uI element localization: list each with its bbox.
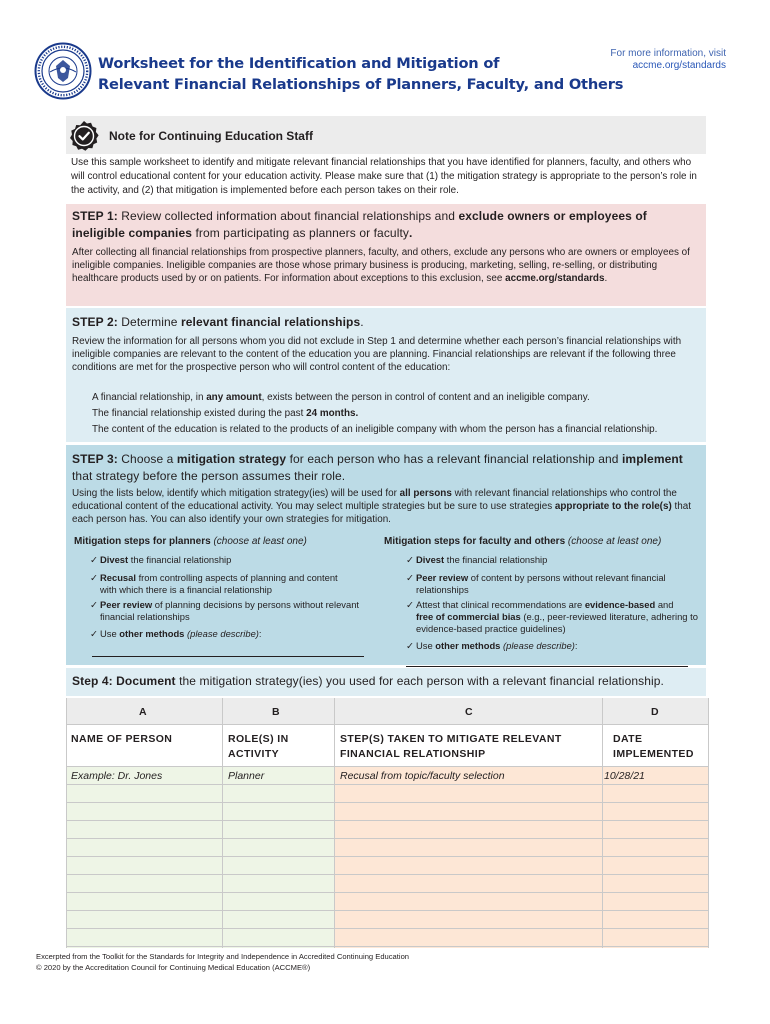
table-column-d-cells[interactable] <box>602 766 708 948</box>
faculty-step-attest[interactable] <box>406 599 702 635</box>
step-2-heading-bold: relevant financial relationships <box>180 315 361 329</box>
note-box <box>66 116 706 200</box>
info-line: For more information, visit <box>610 48 726 59</box>
step-2-condition-2 <box>92 407 358 420</box>
column-title-steps-2: FINANCIAL RELATIONSHIP <box>340 748 486 760</box>
step-3-heading-text-2: for each person who has a relevant financial relationship and <box>289 452 619 466</box>
title-line-2: Relevant Financial Relationships of Planners, Faculty, and Others <box>98 76 624 93</box>
planner-step-other-methods[interactable] <box>90 628 262 640</box>
condition-1-text-end: , exists between the person in control of content and an ineligible company. <box>261 392 590 403</box>
column-letter-b: B <box>272 706 280 718</box>
faculty-other-note: (please describe) <box>503 640 575 651</box>
faculty-step-peer-review[interactable] <box>406 572 696 596</box>
checkmark-icon: ✓ <box>90 554 98 565</box>
step-3-heading-text-3: that strategy before the person assumes their role. <box>72 469 346 483</box>
note-heading: Note for Continuing Education Staff <box>109 129 313 143</box>
column-letter-c: C <box>465 706 473 718</box>
step-3-heading-text: Choose a <box>121 452 174 466</box>
condition-2-text: The financial relationship existed during the past <box>92 408 304 419</box>
faculty-step-divest[interactable] <box>406 554 547 566</box>
column-letter-d: D <box>651 706 659 718</box>
checkmark-icon: ✓ <box>406 572 414 583</box>
step-3-paragraph-a: Using the lists below, identify which mitigation strategy(ies) will be used for <box>72 488 397 499</box>
faculty-heading-text: Mitigation steps for faculty and others <box>384 536 566 547</box>
step-3-paragraph-bold-2: appropriate to the role(s) <box>554 501 672 512</box>
condition-2-bold: 24 months. <box>306 408 359 419</box>
step-2-heading <box>72 314 364 331</box>
planners-heading-text: Mitigation steps for planners <box>74 536 211 547</box>
checkmark-icon: ✓ <box>406 599 414 610</box>
table-row-divider <box>66 784 708 785</box>
faculty-step-other-methods[interactable] <box>406 640 578 652</box>
faculty-other-methods-line[interactable] <box>406 666 688 667</box>
table-letter-row <box>66 698 708 724</box>
faculty-peer-review-text: of content by persons without relevant financial <box>470 572 666 583</box>
step-1-heading-text-2: from participating as planners or faculty <box>195 226 410 240</box>
table-row-divider <box>66 724 708 725</box>
table-column-divider <box>222 698 223 948</box>
table-row-divider <box>66 838 708 839</box>
planner-step-divest[interactable] <box>90 554 231 566</box>
table-row-divider <box>66 856 708 857</box>
planner-peer-review-text-2: financial relationships <box>100 611 190 622</box>
column-title-role <box>228 732 289 762</box>
planner-other-colon: : <box>258 628 262 639</box>
step-3-heading-bold-2: implement <box>621 452 683 466</box>
step-1-heading-text: Review collected information about financial relationships and <box>121 209 456 223</box>
step-1-paragraph: After collecting all financial relationships from prospective planners, faculty, and others, exclude any persons who are owners or employees of ineligible companies. Ineligible companies are those whose primary business is producing, marketing, selling, re-selling, or distributing healthcare products used by or on patients. For information about exceptions to this exclusion, see <box>72 247 690 284</box>
faculty-attest-text-3: evidence-based practice guidelines) <box>416 623 566 634</box>
checkmark-icon: ✓ <box>406 640 414 651</box>
example-steps: Recusal from topic/faculty selection <box>340 770 505 782</box>
step-2-condition-3: The content of the education is related to the products of an ineligible company with whom the person has a financial relationship. <box>92 424 658 435</box>
step-2-heading-period: . <box>360 315 364 329</box>
planner-divest-text: the financial relationship <box>130 554 232 565</box>
faculty-attest-text-2: (e.g., peer-reviewed literature, adhering to <box>523 611 698 622</box>
step-3-box <box>66 445 706 665</box>
planner-other-use: Use <box>100 628 117 639</box>
info-note <box>610 48 726 72</box>
planner-other-bold: other methods <box>119 628 185 639</box>
step-4-label: Step 4: <box>72 674 113 688</box>
step-1-heading-bold: exclude owners or employees of <box>458 209 647 223</box>
step-2-label: STEP 2: <box>72 315 118 329</box>
condition-1-text: A financial relationship, in <box>92 392 204 403</box>
column-title-date <box>613 732 694 762</box>
column-title-steps <box>340 732 562 762</box>
step-1-label: STEP 1: <box>72 209 118 223</box>
info-link[interactable]: accme.org/standards <box>632 60 726 71</box>
faculty-heading <box>384 536 661 547</box>
column-title-steps-1: STEP(S) TAKEN TO MITIGATE RELEVANT <box>340 733 562 745</box>
table-row-divider <box>66 874 708 875</box>
title-line-1: Worksheet for the Identification and Mitigation of <box>98 55 500 72</box>
planner-recusal-bold: Recusal <box>100 572 136 583</box>
step-2-condition-1 <box>92 391 590 404</box>
table-row-divider <box>66 802 708 803</box>
faculty-attest-bold-2: free of commercial bias <box>416 611 521 622</box>
table-column-divider <box>708 698 709 948</box>
step-3-paragraph-bold: all persons <box>399 488 452 499</box>
faculty-peer-review-bold: Peer review <box>416 572 469 583</box>
faculty-other-bold: other methods <box>435 640 501 651</box>
column-title-role-1: ROLE(S) IN <box>228 733 289 745</box>
faculty-attest-text: Attest that clinical recommendations are <box>416 599 583 610</box>
worksheet-title <box>98 53 623 95</box>
column-title-name: NAME OF PERSON <box>71 733 173 745</box>
step-1-heading <box>72 208 702 242</box>
step-4-heading-text: the mitigation strategy(ies) you used for each person with a relevant financial relationship. <box>179 674 664 688</box>
planner-recusal-text-2: with which there is a financial relationship <box>100 584 272 595</box>
faculty-heading-note: (choose at least one) <box>567 536 662 547</box>
step-4-heading <box>72 673 664 690</box>
example-name: Example: Dr. Jones <box>71 770 163 782</box>
table-row-divider <box>66 946 708 947</box>
step-3-paragraph-e: that each person has. You can also identify your own strategies for mitigation. <box>72 501 691 525</box>
planner-recusal-text: from controlling aspects of planning and content <box>138 572 338 583</box>
footer-line-2: © 2020 by the Accreditation Council for Continuing Medical Education (ACCME®) <box>36 963 311 972</box>
checkmark-icon: ✓ <box>90 628 98 639</box>
step-3-label: STEP 3: <box>72 452 118 466</box>
faculty-other-colon: : <box>574 640 578 651</box>
accme-seal-logo <box>34 42 92 100</box>
faculty-attest-bold: evidence-based <box>584 599 656 610</box>
footer <box>36 951 409 973</box>
table-column-divider <box>66 698 67 948</box>
faculty-peer-review-text-2: relationships <box>416 584 469 595</box>
column-letter-a: A <box>139 706 147 718</box>
table-row-divider <box>66 766 708 767</box>
step-1-paragraph-end: . <box>604 273 608 284</box>
example-date: 10/28/21 <box>604 770 645 782</box>
planner-other-methods-line[interactable] <box>92 656 364 657</box>
condition-1-bold: any amount <box>206 392 262 403</box>
table-column-c-cells[interactable] <box>334 766 602 948</box>
checkmark-icon: ✓ <box>90 599 98 610</box>
column-title-date-1: DATE <box>613 733 643 745</box>
footer-line-1: Excerpted from the Toolkit for the Standards for Integrity and Independence in Accredited Continuing Education <box>36 952 410 961</box>
planner-divest-bold: Divest <box>100 554 129 565</box>
planner-step-peer-review[interactable] <box>90 599 380 623</box>
planner-step-recusal[interactable] <box>90 572 370 596</box>
step-2-box <box>66 308 706 442</box>
step-3-paragraph <box>72 487 698 526</box>
step-3-paragraph-c: with relevant financial relationships who control the educational content of the educational activity. You may select multiple strategies but be sure to use strategies <box>72 488 677 512</box>
planners-heading-note: (choose at least one) <box>213 536 307 547</box>
step-1-link[interactable]: accme.org/standards <box>505 273 605 284</box>
planner-other-note: (please describe) <box>187 628 259 639</box>
column-title-role-2: ACTIVITY <box>228 748 280 760</box>
planner-peer-review-bold: Peer review <box>100 599 153 610</box>
table-row-divider <box>66 820 708 821</box>
table-column-divider <box>334 698 335 948</box>
step-1-heading-period: . <box>409 226 413 240</box>
step-1-box <box>66 204 706 306</box>
faculty-divest-text: the financial relationship <box>446 554 548 565</box>
step-1-text <box>72 246 698 285</box>
table-row-divider <box>66 928 708 929</box>
step-1-heading-bold-2: ineligible companies <box>72 226 193 240</box>
faculty-attest-and: and <box>657 599 674 610</box>
table-column-b-cells[interactable] <box>222 766 334 948</box>
step-2-heading-text: Determine <box>121 315 178 329</box>
planners-heading <box>74 536 307 547</box>
checkmark-icon: ✓ <box>90 572 98 583</box>
step-4-box <box>66 668 706 696</box>
step-3-heading <box>72 451 702 485</box>
faculty-other-use: Use <box>416 640 433 651</box>
step-4-heading-bold: Document <box>116 674 176 688</box>
example-role: Planner <box>228 770 265 782</box>
step-2-paragraph: Review the information for all persons whom you did not exclude in Step 1 and determine whether each person’s financial relationships with ineligible companies are relevant to the content of the education you are planning. Financial relationships are relevant if the following three conditions are met for the prospective person who will control content of the education: <box>72 336 682 373</box>
column-title-date-2: IMPLEMENTED <box>613 748 694 760</box>
checkmark-icon: ✓ <box>406 554 414 565</box>
table-column-divider <box>602 698 603 948</box>
table-row-divider <box>66 892 708 893</box>
faculty-divest-bold: Divest <box>416 554 445 565</box>
table-row-divider <box>66 910 708 911</box>
note-text: Use this sample worksheet to identify and mitigate relevant financial relationships that you have identified for planners, faculty, and others who will control educational content for your education activity. Please make sure that (1) the mitigation strategy is appropriate to the person’s role in the activity, and (2) that mitigation is implemented before each person takes on their role. <box>71 157 697 196</box>
check-badge-icon <box>68 120 100 152</box>
planner-peer-review-text: of planning decisions by persons without relevant <box>154 599 360 610</box>
table-column-a-cells[interactable] <box>66 766 222 948</box>
step-3-heading-bold: mitigation strategy <box>176 452 287 466</box>
